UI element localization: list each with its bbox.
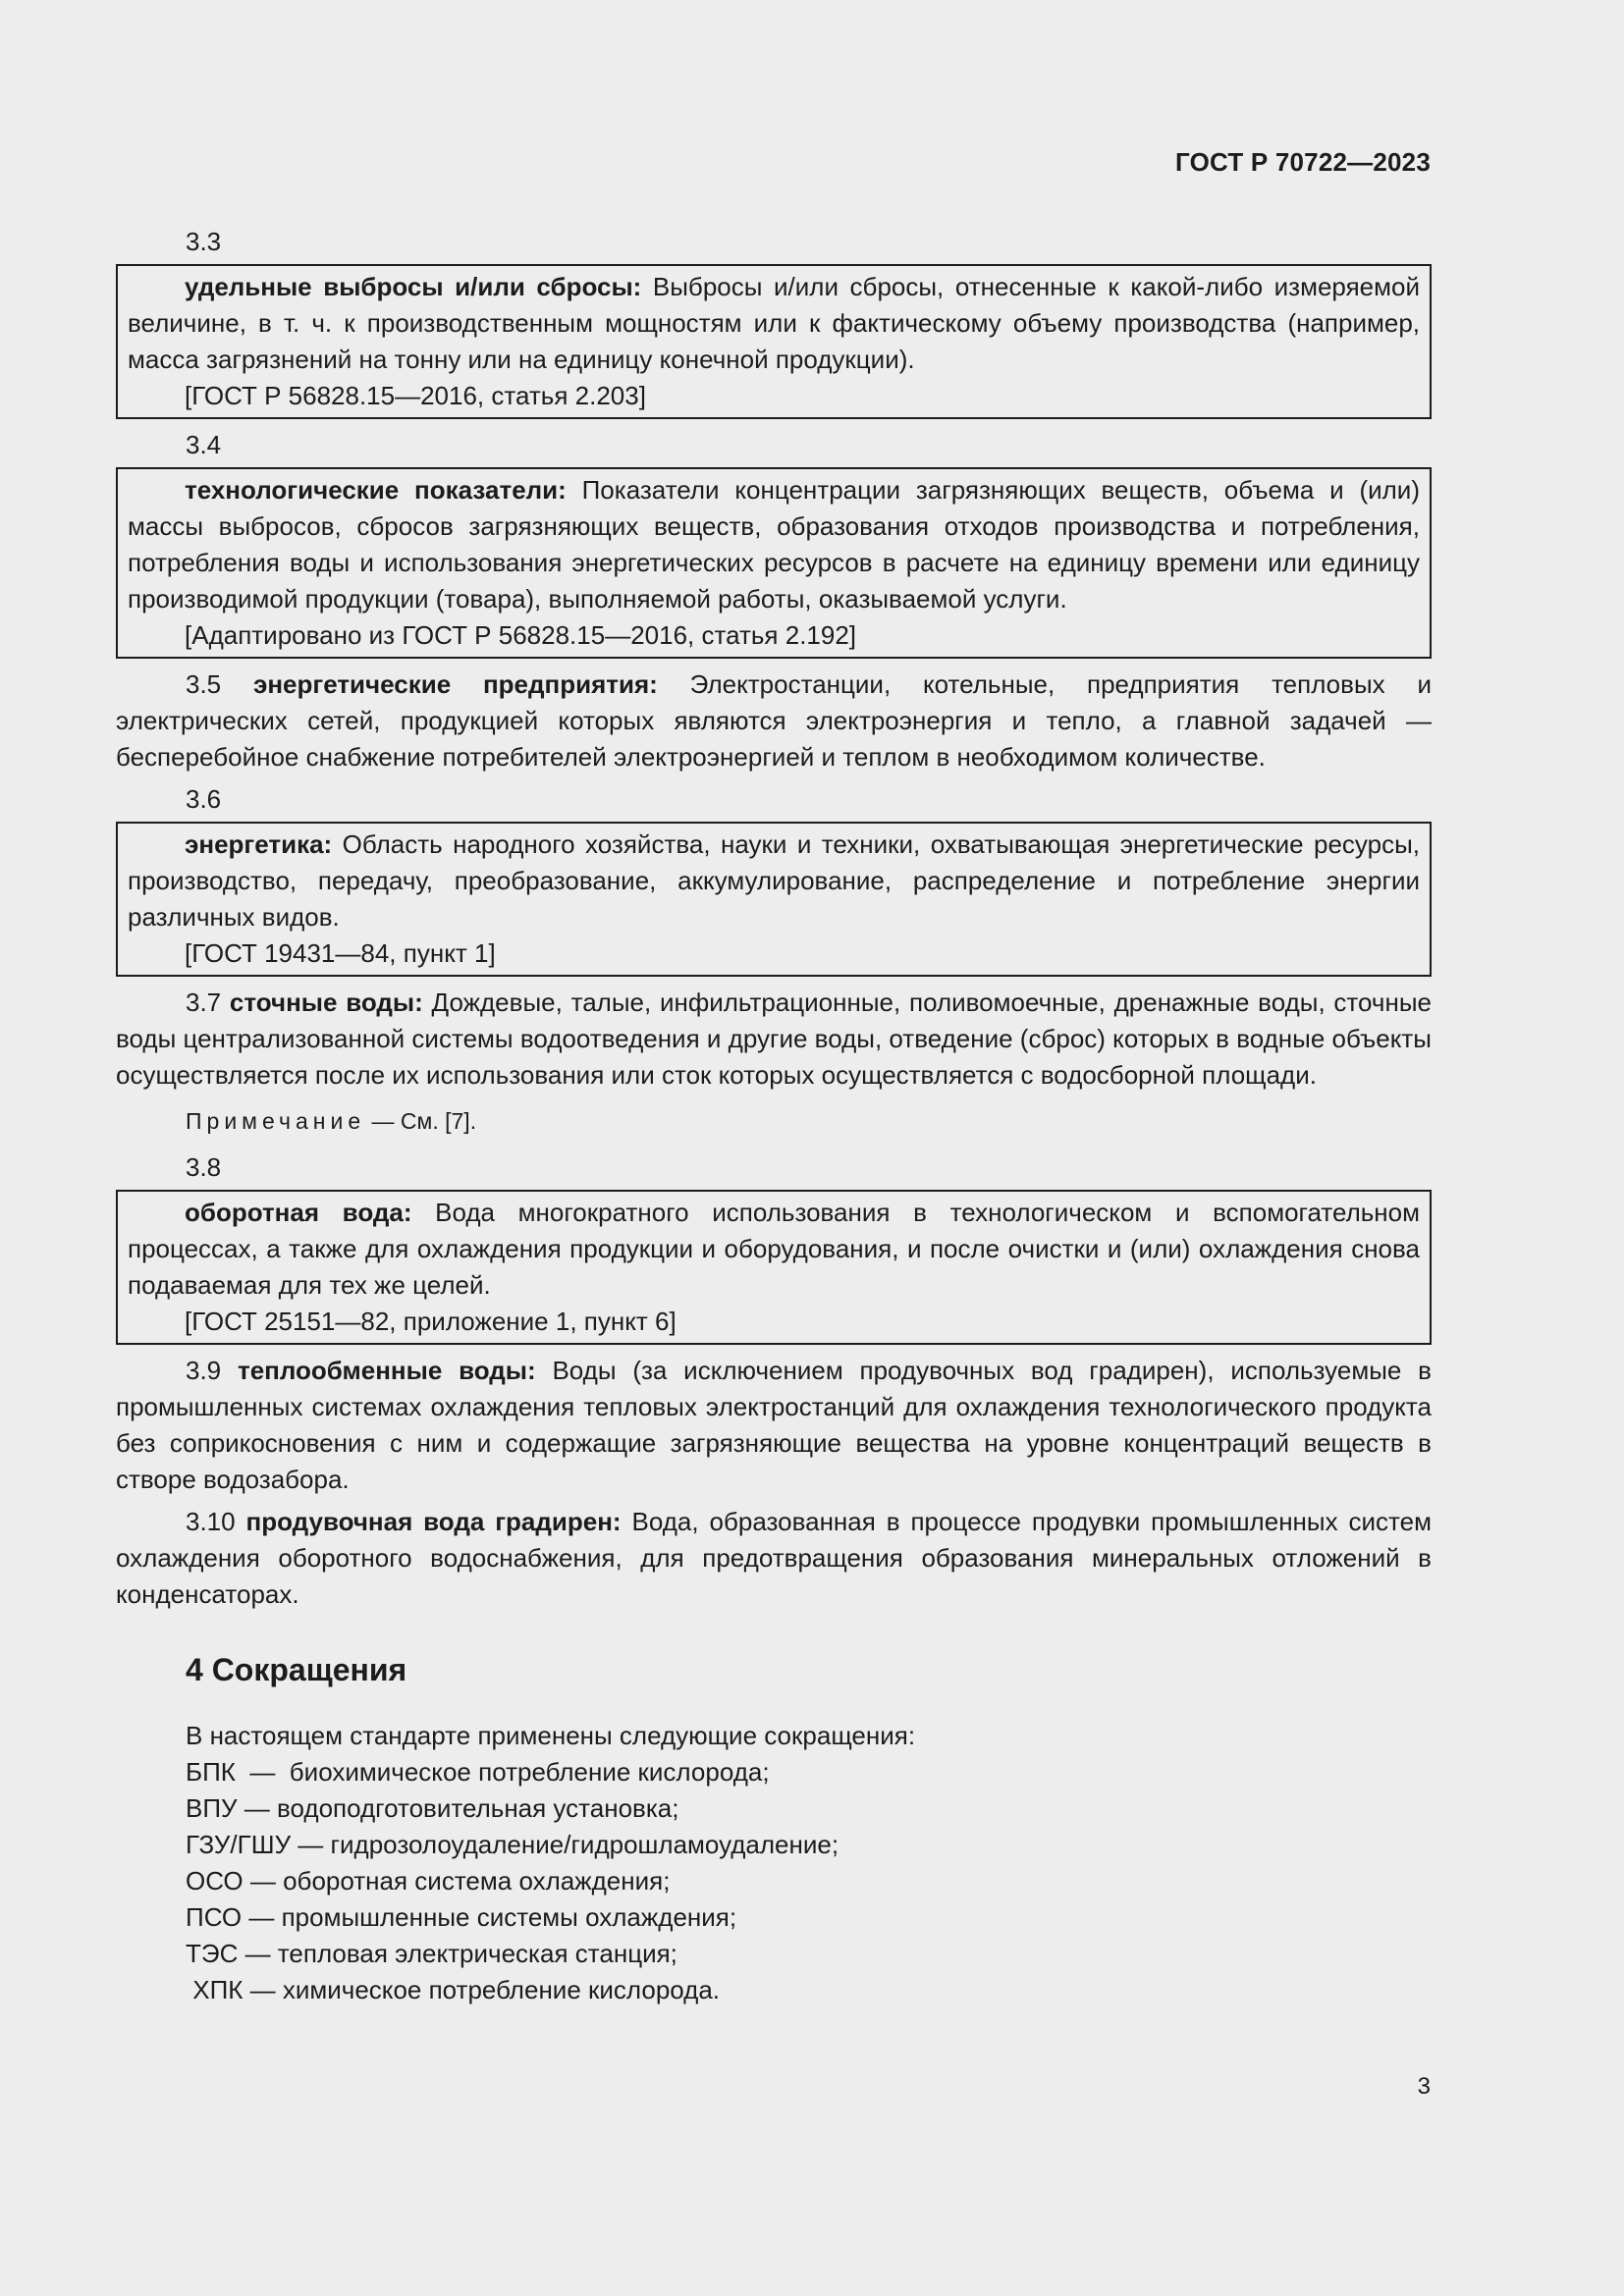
term-name-3-10: продувочная вода градирен:	[245, 1507, 622, 1536]
term-name-3-8: оборотная вода:	[185, 1198, 412, 1227]
term-name-3-3: удельные выбросы и/или сбросы:	[185, 272, 642, 301]
term-source-3-4: [Адаптировано из ГОСТ Р 56828.15—2016, статья 2.192]	[185, 620, 857, 650]
definition-text-3-6	[128, 827, 1420, 935]
term-paragraph-3-10	[116, 1504, 1432, 1613]
abbreviation-item: ПСО — промышленные системы охлаждения;	[186, 1902, 737, 1932]
term-definition-3-3: Выбросы и/или сбросы, отнесенные к какой-либо измеряемой величине, в т. ч. к производственным мощностям или к фактическому объему производства (например, масса загрязнений на тонну или на единицу конечной продукции).	[128, 272, 1421, 374]
abbreviation-item: ГЗУ/ГШУ — гидрозолоудаление/гидрошламоудаление;	[186, 1830, 839, 1859]
abbreviation-item: ХПК — химическое потребление кислорода.	[186, 1975, 721, 2004]
term-name-3-9: теплообменные воды:	[237, 1356, 536, 1385]
term-number-3-5: 3.5	[186, 669, 222, 699]
term-definition-3-10: Вода, образованная в процессе продувки промышленных систем охлаждения оборотного водоснабжения, для предотвращения образования минеральных отложений в конденсаторах.	[116, 1507, 1432, 1609]
page-content	[116, 224, 1432, 2008]
term-number-3-3: 3.3	[186, 227, 222, 256]
term-definition-3-7: Дождевые, талые, инфильтрационные, поливомоечные, дренажные воды, сточные воды централизованной системы водоотведения и другие воды, отведение (сброс) которых в водные объекты осуществляется после их использования или сток которых осуществляется с водосборной площади.	[116, 988, 1432, 1090]
definition-box-3-8	[116, 1190, 1432, 1345]
term-source-3-3: [ГОСТ Р 56828.15—2016, статья 2.203]	[185, 381, 646, 410]
term-number-3-9: 3.9	[186, 1356, 222, 1385]
term-source-3-6: [ГОСТ 19431—84, пункт 1]	[185, 938, 496, 968]
note-label: Примечание	[186, 1108, 366, 1134]
note-3-7	[116, 1103, 1432, 1140]
term-name-3-6: энергетика:	[185, 829, 333, 859]
term-definition-3-6: Область народного хозяйства, науки и техники, охватывающая энергетические ресурсы, производство, передачу, преобразование, аккумулирование, распределение и потребление энергии различных видов.	[128, 829, 1420, 932]
abbreviation-item: ОСО — оборотная система охлаждения;	[186, 1866, 671, 1896]
term-number-3-4: 3.4	[186, 430, 222, 459]
definition-text-3-3	[128, 269, 1420, 378]
term-name-3-4: технологические показатели:	[185, 475, 567, 505]
term-number-3-7: 3.7	[186, 988, 222, 1017]
abbreviation-item: ВПУ — водоподготовительная установка;	[186, 1793, 679, 1823]
term-definition-3-8: Вода многократного использования в технологическом и вспомогательном процессах, а также для охлаждения продукции и оборудования, и после очистки и (или) охлаждения снова подаваемая для тех же целей.	[128, 1198, 1420, 1300]
abbreviation-item: ТЭС — тепловая электрическая станция;	[186, 1939, 677, 1968]
term-number-3-10: 3.10	[186, 1507, 236, 1536]
term-definition-3-5: Электростанции, котельные, предприятия тепловых и электрических сетей, продукцией которых являются электроэнергия и тепло, а главной задачей — бесперебойное снабжение потребителей электроэнергией и теплом в необходимом количестве.	[116, 669, 1432, 772]
definition-box-3-6	[116, 822, 1432, 977]
term-paragraph-3-5	[116, 667, 1432, 775]
abbreviation-item: БПК — биохимическое потребление кислорода;	[186, 1757, 770, 1787]
term-definition-3-9: Воды (за исключением продувочных вод градирен), используемые в промышленных системах охлаждения тепловых электростанций для охлаждения технологического продукта без соприкосновения с ним и содержащие загрязняющие вещества на уровне концентраций веществ в створе водозабора.	[116, 1356, 1432, 1494]
term-paragraph-3-9	[116, 1353, 1432, 1498]
definition-text-3-4	[128, 472, 1420, 617]
definition-box-3-4	[116, 467, 1432, 659]
term-source-3-8: [ГОСТ 25151—82, приложение 1, пункт 6]	[185, 1307, 677, 1336]
section-title-abbreviations: 4 Сокращения	[186, 1652, 407, 1687]
term-definition-3-4: Показатели концентрации загрязняющих веществ, объема и (или) массы выбросов, сбросов загрязняющих веществ, образования отходов производства и потребления, потребления воды и использования энергетических ресурсов в расчете на единицу времени или единицу производимой продукции (товара), выполняемой работы, оказываемой услуги.	[128, 475, 1420, 614]
term-name-3-7: сточные воды:	[229, 988, 423, 1017]
term-name-3-5: энергетические предприятия:	[252, 669, 658, 699]
abbreviations-list	[116, 1754, 1432, 2008]
page-number: 3	[1417, 2073, 1431, 2100]
note-text: — См. [7].	[365, 1108, 477, 1134]
abbreviations-intro: В настоящем стандарте применены следующие сокращения:	[186, 1721, 916, 1750]
term-number-3-6: 3.6	[186, 784, 222, 814]
definition-box-3-3	[116, 264, 1432, 419]
definition-text-3-8	[128, 1195, 1420, 1304]
term-number-3-8: 3.8	[186, 1152, 222, 1182]
term-paragraph-3-7	[116, 985, 1432, 1094]
document-id-header: ГОСТ Р 70722—2023	[1175, 147, 1431, 177]
